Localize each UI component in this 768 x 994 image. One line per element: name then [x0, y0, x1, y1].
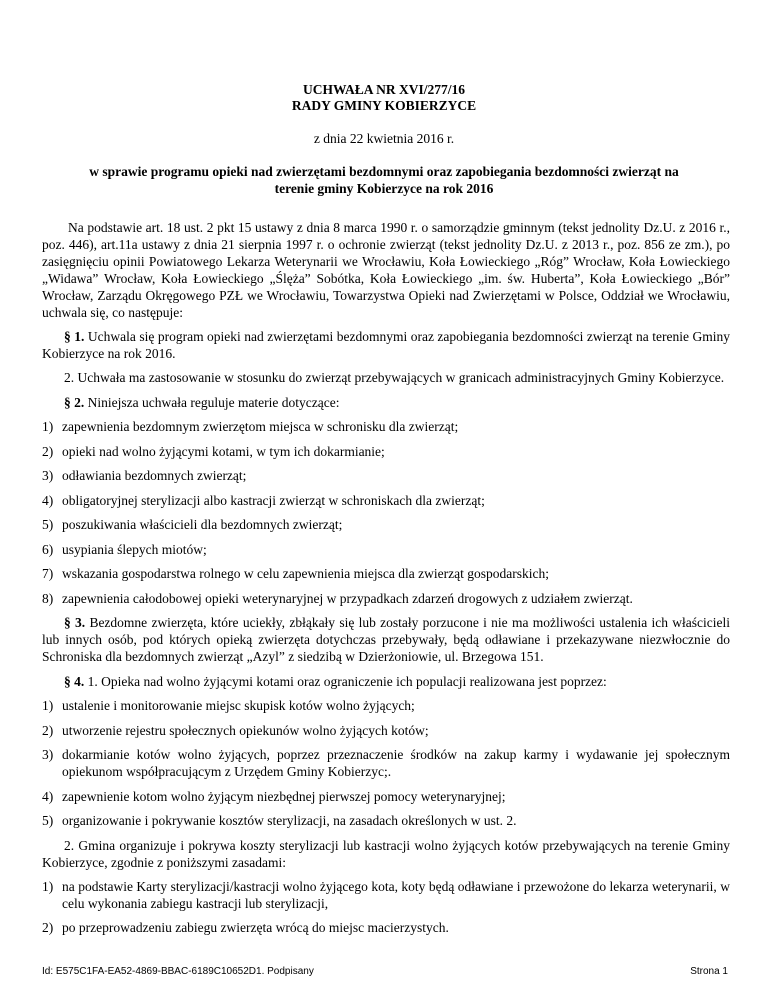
paragraph-4-list	[42, 698, 730, 830]
paragraph-2-list	[42, 419, 730, 607]
paragraph-mark: § 4.	[64, 673, 85, 689]
list-item: 2) po przeprowadzeniu zabiegu zwierzęta wrócą do miejsc macierzystych.	[42, 920, 449, 936]
resolution-date: z dnia 22 kwietnia 2016 r.	[313, 131, 455, 146]
resolution-number: UCHWAŁA NR XVI/277/16	[302, 82, 465, 97]
paragraph-2	[42, 395, 730, 412]
paragraph-4-section-2-list	[42, 879, 730, 937]
list-item: 3) odławiania bezdomnych zwierząt;	[42, 468, 247, 484]
list-item: 7) wskazania gospodarstwa rolnego w celu zapewnienia miejsca dla zwierząt gospodarskich;	[42, 566, 549, 582]
paragraph-4	[42, 674, 730, 691]
list-item: 1) zapewnienia bezdomnym zwierzętom miejsca w schronisku dla zwierząt;	[42, 419, 459, 435]
list-item: 4) zapewnienie kotom wolno żyjącym niezbędnej pierwszej pomocy weterynaryjnej;	[42, 788, 506, 804]
paragraph-text: Niniejsza uchwała reguluje materie dotyczące:	[87, 394, 340, 410]
list-item: 1) ustalenie i monitorowanie miejsc skupisk kotów wolno żyjących;	[42, 698, 415, 714]
resolution-subject: w sprawie programu opieki nad zwierzętami bezdomnymi oraz zapobiegania bezdomności zwierząt na terenie gminy Kobierzyce na rok 2016	[89, 164, 679, 196]
document-body	[42, 220, 730, 945]
document-id: Id: E575C1FA-EA52-4869-BBAC-6189C10652D1. Podpisany	[42, 966, 314, 977]
preamble: Na podstawie art. 18 ust. 2 pkt 15 ustawy z dnia 8 marca 1990 r. o samorządzie gminnym (tekst jednolity Dz.U. z 2016 r., poz. 446), art.11a ustawy z dnia 21 sierpnia 1997 r. o ochronie zwierząt (tekst jednolity Dz.U. z 2013 r., poz. 856 ze zm.), po zasięgnięciu opinii Powiatowego Lekarza Weterynarii we Wrocławiu, Koła Łowieckiego „Róg” Wrocław, Koła Łowieckiego „Widawa” Wrocław, Koła Łowieckiego „Ślęża” Sobótka, Koła Łowieckiego „im. św. Huberta”, Koła Łowieckiego „Bór” Wrocław, Zarządu Okręgowego PZŁ we Wrocławiu, Towarzystwa Opieki nad Zwierzętami w Polsce, Oddział we Wrocławiu, uchwala się, co następuje:	[42, 220, 730, 320]
list-item: 8) zapewnienia całodobowej opieki weterynaryjnej w przypadkach zdarzeń drogowych z udziałem zwierząt.	[42, 590, 633, 606]
paragraph-1-section-2: 2. Uchwała ma zastosowanie w stosunku do zwierząt przebywających w granicach administracyjnych Gminy Kobierzyce.	[64, 370, 725, 386]
paragraph-text: 1. Opieka nad wolno żyjącymi kotami oraz ograniczenie ich populacji realizowana jest poprzez:	[87, 673, 607, 689]
council-name: RADY GMINY KOBIERZYCE	[291, 98, 477, 113]
paragraph-text: Uchwala się program opieki nad zwierzętami bezdomnymi oraz zapobiegania bezdomności zwierząt na terenie Gminy Kobierzyce na rok 2016.	[42, 329, 731, 361]
list-item: 4) obligatoryjnej sterylizacji albo kastracji zwierząt w schroniskach dla zwierząt;	[42, 492, 485, 508]
paragraph-4-section-2: 2. Gmina organizuje i pokrywa koszty sterylizacji lub kastracji wolno żyjących kotów przebywających na terenie Gminy Kobierzyce, zgodnie z poniższymi zasadami:	[42, 837, 730, 870]
list-item: 6) usypiania ślepych miotów;	[42, 541, 207, 557]
page-number: Strona 1	[690, 966, 728, 977]
paragraph-3	[42, 615, 730, 666]
paragraph-mark: § 3.	[64, 615, 86, 631]
list-item: 5) poszukiwania właścicieli dla bezdomnych zwierząt;	[42, 517, 343, 533]
paragraph-text: Bezdomne zwierzęta, które uciekły, zbłąkały się lub zostały porzucone i nie ma możliwości ustalenia ich właścicieli lub innych osób, pod których opieką zwierzęta dotychczas przebywały, będą odławiane i przekazywane niezwłocznie do Schroniska dla bezdomnych zwierząt „Azyl” z siedzibą w Dzierżoniowie, ul. Brzegowa 151.	[42, 615, 730, 665]
paragraph-mark: § 2.	[64, 394, 85, 410]
list-item: 3) dokarmianie kotów wolno żyjących, poprzez przeznaczenie środków na zakup karmy i wydawanie jej społecznym opiekunom współpracującym z Urzędem Gminy Kobierzyc;.	[42, 747, 730, 780]
paragraph-1	[42, 329, 730, 363]
paragraph-mark: § 1.	[64, 329, 85, 345]
list-item: 2) utworzenie rejestru społecznych opiekunów wolno żyjących kotów;	[42, 722, 429, 738]
list-item: 5) organizowanie i pokrywanie kosztów sterylizacji, na zasadach określonych w ust. 2.	[42, 813, 517, 829]
list-item: 1) na podstawie Karty sterylizacji/kastracji wolno żyjącego kota, koty będą odławiane i przewożone do lekarza weterynarii, w celu wykonania zabiegu kastracji lub sterylizacji,	[42, 879, 730, 911]
list-item: 2) opieki nad wolno żyjącymi kotami, w tym ich dokarmianie;	[42, 443, 385, 459]
